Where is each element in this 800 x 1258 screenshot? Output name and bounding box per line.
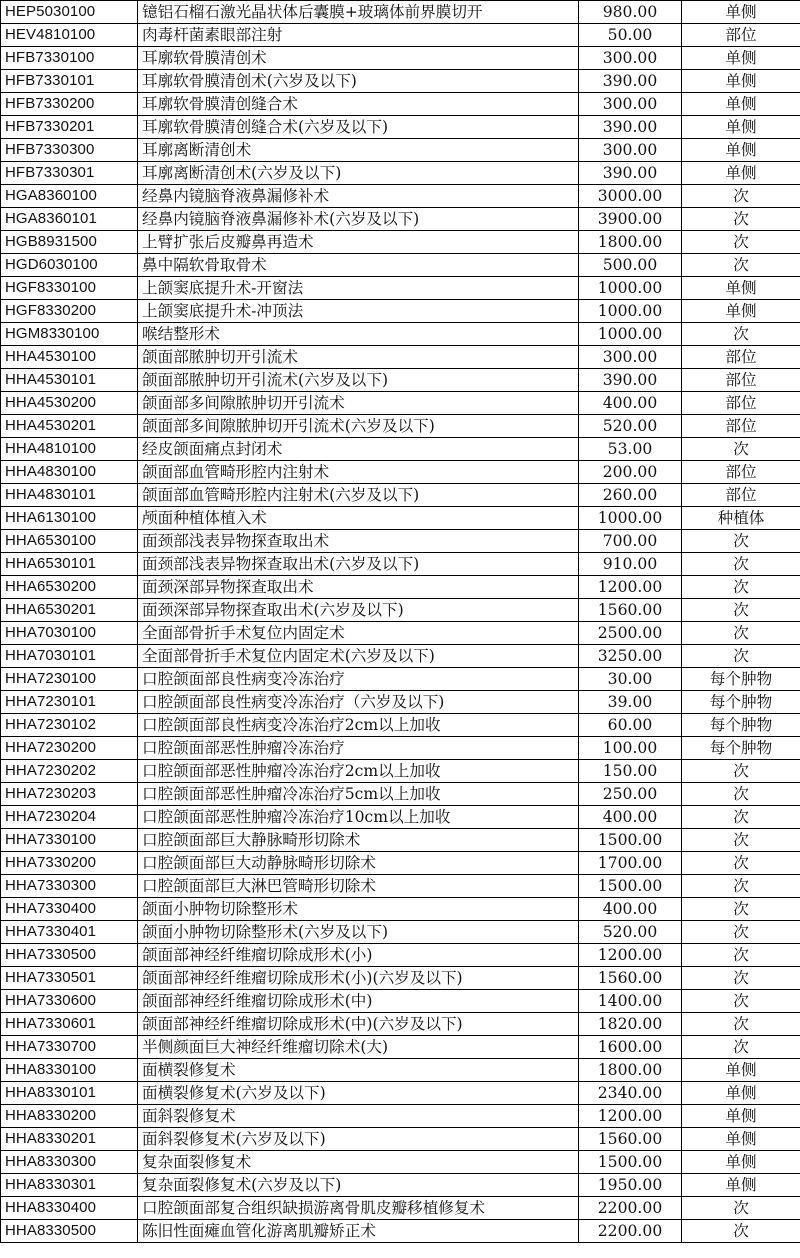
item-name-cell: 口腔颌面部良性病变冷冻治疗（六岁及以下) xyxy=(138,691,579,714)
item-name-cell: 耳廓离断清创术 xyxy=(138,139,579,162)
item-code-cell: HHA7330300 xyxy=(1,875,138,898)
item-name-cell: 肉毒杆菌素眼部注射 xyxy=(138,24,579,47)
item-unit-cell: 次 xyxy=(682,898,800,921)
table-row xyxy=(1,392,800,415)
item-unit-cell: 单侧 xyxy=(682,162,800,185)
item-unit-cell: 次 xyxy=(682,921,800,944)
item-name-cell: 经鼻内镜脑脊液鼻漏修补术 xyxy=(138,185,579,208)
item-name-cell: 颌面部脓肿切开引流术 xyxy=(138,346,579,369)
item-code-cell: HHA7230202 xyxy=(1,760,138,783)
table-row xyxy=(1,1151,800,1174)
item-code-cell: HHA7230102 xyxy=(1,714,138,737)
item-price-cell: 260.00 xyxy=(579,484,682,507)
item-code-cell: HHA6130100 xyxy=(1,507,138,530)
item-unit-cell: 单侧 xyxy=(682,70,800,93)
item-code-cell: HHA7030100 xyxy=(1,622,138,645)
item-name-cell: 颌面部多间隙脓肿切开引流术 xyxy=(138,392,579,415)
table-row xyxy=(1,852,800,875)
item-price-cell: 1400.00 xyxy=(579,990,682,1013)
item-code-cell: HFB7330201 xyxy=(1,116,138,139)
item-unit-cell: 单侧 xyxy=(682,47,800,70)
table-row xyxy=(1,323,800,346)
item-name-cell: 全面部骨折手术复位内固定术 xyxy=(138,622,579,645)
item-code-cell: HHA7330401 xyxy=(1,921,138,944)
item-name-cell: 颌面部神经纤维瘤切除成形术(小)(六岁及以下) xyxy=(138,967,579,990)
item-unit-cell: 种植体 xyxy=(682,507,800,530)
item-code-cell: HEV4810100 xyxy=(1,24,138,47)
item-unit-cell: 每个肿物 xyxy=(682,691,800,714)
table-row xyxy=(1,990,800,1013)
item-name-cell: 复杂面裂修复术 xyxy=(138,1151,579,1174)
item-name-cell: 上颌窦底提升术-冲顶法 xyxy=(138,300,579,323)
table-row xyxy=(1,1197,800,1220)
table-row xyxy=(1,461,800,484)
item-code-cell: HHA8330200 xyxy=(1,1105,138,1128)
item-price-cell: 1500.00 xyxy=(579,829,682,852)
item-unit-cell: 次 xyxy=(682,323,800,346)
item-price-cell: 400.00 xyxy=(579,392,682,415)
item-name-cell: 耳廓离断清创术(六岁及以下) xyxy=(138,162,579,185)
item-code-cell: HHA7230204 xyxy=(1,806,138,829)
table-row xyxy=(1,737,800,760)
table-row xyxy=(1,24,800,47)
item-code-cell: HHA4530200 xyxy=(1,392,138,415)
table-row xyxy=(1,599,800,622)
item-name-cell: 颌面部血管畸形腔内注射术 xyxy=(138,461,579,484)
item-unit-cell: 次 xyxy=(682,1013,800,1036)
item-price-cell: 300.00 xyxy=(579,346,682,369)
item-price-cell: 1200.00 xyxy=(579,944,682,967)
item-code-cell: HHA7030101 xyxy=(1,645,138,668)
item-name-cell: 耳廓软骨膜清创术 xyxy=(138,47,579,70)
table-row xyxy=(1,47,800,70)
table-row xyxy=(1,231,800,254)
item-price-cell: 390.00 xyxy=(579,70,682,93)
item-price-cell: 520.00 xyxy=(579,415,682,438)
item-unit-cell: 次 xyxy=(682,783,800,806)
table-row xyxy=(1,1036,800,1059)
table-row xyxy=(1,139,800,162)
item-price-cell: 300.00 xyxy=(579,93,682,116)
item-price-cell: 1560.00 xyxy=(579,599,682,622)
item-code-cell: HHA7330100 xyxy=(1,829,138,852)
table-row xyxy=(1,576,800,599)
item-name-cell: 全面部骨折手术复位内固定术(六岁及以下) xyxy=(138,645,579,668)
item-code-cell: HFB7330100 xyxy=(1,47,138,70)
table-row xyxy=(1,185,800,208)
item-price-cell: 2200.00 xyxy=(579,1197,682,1220)
item-unit-cell: 单侧 xyxy=(682,277,800,300)
item-name-cell: 陈旧性面瘫血管化游离肌瓣矫正术 xyxy=(138,1220,579,1243)
table-row xyxy=(1,254,800,277)
item-price-cell: 39.00 xyxy=(579,691,682,714)
item-unit-cell: 次 xyxy=(682,875,800,898)
item-unit-cell: 次 xyxy=(682,208,800,231)
item-price-cell: 910.00 xyxy=(579,553,682,576)
item-code-cell: HHA4830101 xyxy=(1,484,138,507)
item-unit-cell: 单侧 xyxy=(682,1151,800,1174)
table-row xyxy=(1,898,800,921)
table-row xyxy=(1,553,800,576)
item-code-cell: HHA8330100 xyxy=(1,1059,138,1082)
item-price-cell: 53.00 xyxy=(579,438,682,461)
item-unit-cell: 部位 xyxy=(682,346,800,369)
item-code-cell: HGB8931500 xyxy=(1,231,138,254)
item-unit-cell: 次 xyxy=(682,852,800,875)
item-name-cell: 复杂面裂修复术(六岁及以下) xyxy=(138,1174,579,1197)
item-unit-cell: 次 xyxy=(682,185,800,208)
item-unit-cell: 次 xyxy=(682,806,800,829)
item-price-cell: 300.00 xyxy=(579,139,682,162)
item-code-cell: HFB7330301 xyxy=(1,162,138,185)
item-price-cell: 1200.00 xyxy=(579,576,682,599)
item-code-cell: HFB7330101 xyxy=(1,70,138,93)
table-row xyxy=(1,1082,800,1105)
item-unit-cell: 次 xyxy=(682,944,800,967)
item-code-cell: HHA8330301 xyxy=(1,1174,138,1197)
table-row xyxy=(1,622,800,645)
item-name-cell: 面斜裂修复术(六岁及以下) xyxy=(138,1128,579,1151)
table-row xyxy=(1,162,800,185)
item-name-cell: 口腔颌面部良性病变冷冻治疗2cm以上加收 xyxy=(138,714,579,737)
item-unit-cell: 单侧 xyxy=(682,1105,800,1128)
item-unit-cell: 单侧 xyxy=(682,1059,800,1082)
item-code-cell: HHA8330300 xyxy=(1,1151,138,1174)
item-code-cell: HHA7330501 xyxy=(1,967,138,990)
table-row xyxy=(1,714,800,737)
item-name-cell: 耳廓软骨膜清创术(六岁及以下) xyxy=(138,70,579,93)
item-unit-cell: 部位 xyxy=(682,24,800,47)
item-name-cell: 颌面部血管畸形腔内注射术(六岁及以下) xyxy=(138,484,579,507)
item-code-cell: HGF8330200 xyxy=(1,300,138,323)
item-name-cell: 耳廓软骨膜清创缝合术(六岁及以下) xyxy=(138,116,579,139)
table-row xyxy=(1,1059,800,1082)
item-name-cell: 上颌窦底提升术-开窗法 xyxy=(138,277,579,300)
table-row xyxy=(1,277,800,300)
table-row xyxy=(1,116,800,139)
item-name-cell: 颌面部神经纤维瘤切除成形术(小) xyxy=(138,944,579,967)
item-name-cell: 面颈深部异物探查取出术 xyxy=(138,576,579,599)
table-row xyxy=(1,507,800,530)
item-code-cell: HHA7330600 xyxy=(1,990,138,1013)
item-code-cell: HGA8360100 xyxy=(1,185,138,208)
table-row xyxy=(1,921,800,944)
item-name-cell: 鼻中隔软骨取骨术 xyxy=(138,254,579,277)
table-row xyxy=(1,1105,800,1128)
item-price-cell: 1500.00 xyxy=(579,1151,682,1174)
item-price-cell: 2340.00 xyxy=(579,1082,682,1105)
table-row xyxy=(1,484,800,507)
item-price-cell: 390.00 xyxy=(579,116,682,139)
item-price-cell: 30.00 xyxy=(579,668,682,691)
item-unit-cell: 次 xyxy=(682,254,800,277)
item-price-cell: 2500.00 xyxy=(579,622,682,645)
item-price-cell: 1500.00 xyxy=(579,875,682,898)
item-unit-cell: 次 xyxy=(682,1036,800,1059)
item-code-cell: HHA7230200 xyxy=(1,737,138,760)
item-name-cell: 颌面部神经纤维瘤切除成形术(中)(六岁及以下) xyxy=(138,1013,579,1036)
item-unit-cell: 部位 xyxy=(682,461,800,484)
item-price-cell: 1820.00 xyxy=(579,1013,682,1036)
item-price-cell: 1000.00 xyxy=(579,277,682,300)
item-price-cell: 1600.00 xyxy=(579,1036,682,1059)
table-row xyxy=(1,438,800,461)
table-row xyxy=(1,1220,800,1243)
item-code-cell: HHA7230100 xyxy=(1,668,138,691)
item-price-cell: 400.00 xyxy=(579,806,682,829)
item-unit-cell: 部位 xyxy=(682,484,800,507)
item-unit-cell: 单侧 xyxy=(682,139,800,162)
table-row xyxy=(1,1013,800,1036)
item-name-cell: 面颈深部异物探查取出术(六岁及以下) xyxy=(138,599,579,622)
item-code-cell: HGA8360101 xyxy=(1,208,138,231)
item-code-cell: HHA7330601 xyxy=(1,1013,138,1036)
item-unit-cell: 次 xyxy=(682,231,800,254)
item-price-cell: 1000.00 xyxy=(579,507,682,530)
item-price-cell: 2200.00 xyxy=(579,1220,682,1243)
item-name-cell: 颌面部脓肿切开引流术(六岁及以下) xyxy=(138,369,579,392)
item-name-cell: 半侧颜面巨大神经纤维瘤切除术(大) xyxy=(138,1036,579,1059)
item-code-cell: HFB7330200 xyxy=(1,93,138,116)
item-price-cell: 1000.00 xyxy=(579,300,682,323)
item-name-cell: 面颈部浅表异物探查取出术(六岁及以下) xyxy=(138,553,579,576)
item-code-cell: HHA7330500 xyxy=(1,944,138,967)
item-code-cell: HHA7330200 xyxy=(1,852,138,875)
item-code-cell: HHA6530100 xyxy=(1,530,138,553)
item-unit-cell: 单侧 xyxy=(682,116,800,139)
item-unit-cell: 部位 xyxy=(682,392,800,415)
item-price-cell: 700.00 xyxy=(579,530,682,553)
table-row xyxy=(1,70,800,93)
item-price-cell: 1560.00 xyxy=(579,1128,682,1151)
item-price-cell: 3900.00 xyxy=(579,208,682,231)
item-unit-cell: 次 xyxy=(682,622,800,645)
item-code-cell: HHA7230203 xyxy=(1,783,138,806)
table-row xyxy=(1,760,800,783)
item-name-cell: 口腔颌面部巨大静脉畸形切除术 xyxy=(138,829,579,852)
item-price-cell: 390.00 xyxy=(579,162,682,185)
item-price-cell: 1950.00 xyxy=(579,1174,682,1197)
table-row xyxy=(1,530,800,553)
item-name-cell: 颅面种植体植入术 xyxy=(138,507,579,530)
item-name-cell: 口腔颌面部巨大动静脉畸形切除术 xyxy=(138,852,579,875)
item-code-cell: HHA6530201 xyxy=(1,599,138,622)
item-unit-cell: 次 xyxy=(682,645,800,668)
item-unit-cell: 单侧 xyxy=(682,1,800,24)
item-code-cell: HFB7330300 xyxy=(1,139,138,162)
item-code-cell: HHA7330400 xyxy=(1,898,138,921)
item-unit-cell: 单侧 xyxy=(682,93,800,116)
item-name-cell: 颌面部多间隙脓肿切开引流术(六岁及以下) xyxy=(138,415,579,438)
table-row xyxy=(1,967,800,990)
item-name-cell: 口腔颌面部恶性肿瘤冷冻治疗 xyxy=(138,737,579,760)
item-price-cell: 500.00 xyxy=(579,254,682,277)
table-row xyxy=(1,645,800,668)
item-price-cell: 3250.00 xyxy=(579,645,682,668)
item-code-cell: HHA8330201 xyxy=(1,1128,138,1151)
item-unit-cell: 次 xyxy=(682,967,800,990)
item-name-cell: 面颈部浅表异物探查取出术 xyxy=(138,530,579,553)
item-code-cell: HHA4530100 xyxy=(1,346,138,369)
item-price-cell: 250.00 xyxy=(579,783,682,806)
item-price-cell: 200.00 xyxy=(579,461,682,484)
item-name-cell: 面横裂修复术 xyxy=(138,1059,579,1082)
item-price-cell: 1560.00 xyxy=(579,967,682,990)
table-row xyxy=(1,668,800,691)
table-row xyxy=(1,346,800,369)
item-price-cell: 400.00 xyxy=(579,898,682,921)
item-name-cell: 面斜裂修复术 xyxy=(138,1105,579,1128)
item-price-cell: 1000.00 xyxy=(579,323,682,346)
item-code-cell: HGD6030100 xyxy=(1,254,138,277)
item-price-cell: 300.00 xyxy=(579,47,682,70)
item-unit-cell: 每个肿物 xyxy=(682,668,800,691)
table-row xyxy=(1,806,800,829)
item-unit-cell: 单侧 xyxy=(682,1128,800,1151)
item-code-cell: HHA7230101 xyxy=(1,691,138,714)
item-unit-cell: 次 xyxy=(682,553,800,576)
item-unit-cell: 每个肿物 xyxy=(682,714,800,737)
item-code-cell: HHA8330500 xyxy=(1,1220,138,1243)
item-code-cell: HHA6530200 xyxy=(1,576,138,599)
item-price-cell: 520.00 xyxy=(579,921,682,944)
item-unit-cell: 部位 xyxy=(682,415,800,438)
item-name-cell: 镱铝石榴石激光晶状体后囊膜+玻璃体前界膜切开 xyxy=(138,1,579,24)
item-unit-cell: 次 xyxy=(682,1197,800,1220)
item-name-cell: 口腔颌面部巨大淋巴管畸形切除术 xyxy=(138,875,579,898)
item-price-cell: 390.00 xyxy=(579,369,682,392)
table-row xyxy=(1,93,800,116)
item-name-cell: 经鼻内镜脑脊液鼻漏修补术(六岁及以下) xyxy=(138,208,579,231)
item-code-cell: HGF8330100 xyxy=(1,277,138,300)
item-code-cell: HHA4830100 xyxy=(1,461,138,484)
item-name-cell: 面横裂修复术(六岁及以下) xyxy=(138,1082,579,1105)
table-body xyxy=(1,1,800,1243)
item-unit-cell: 每个肿物 xyxy=(682,737,800,760)
item-unit-cell: 次 xyxy=(682,438,800,461)
item-code-cell: HHA7330700 xyxy=(1,1036,138,1059)
item-name-cell: 颌面小肿物切除整形术(六岁及以下) xyxy=(138,921,579,944)
table-row xyxy=(1,783,800,806)
table-row xyxy=(1,1128,800,1151)
item-unit-cell: 部位 xyxy=(682,369,800,392)
item-unit-cell: 次 xyxy=(682,599,800,622)
item-name-cell: 喉结整形术 xyxy=(138,323,579,346)
item-unit-cell: 次 xyxy=(682,760,800,783)
item-code-cell: HHA8330400 xyxy=(1,1197,138,1220)
table-row xyxy=(1,1174,800,1197)
item-code-cell: HHA4530101 xyxy=(1,369,138,392)
table-row xyxy=(1,300,800,323)
item-price-cell: 1200.00 xyxy=(579,1105,682,1128)
item-price-cell: 50.00 xyxy=(579,24,682,47)
item-name-cell: 口腔颌面部恶性肿瘤冷冻治疗10cm以上加收 xyxy=(138,806,579,829)
item-price-cell: 1800.00 xyxy=(579,1059,682,1082)
table-row xyxy=(1,208,800,231)
item-price-cell: 60.00 xyxy=(579,714,682,737)
item-price-cell: 3000.00 xyxy=(579,185,682,208)
item-price-cell: 1700.00 xyxy=(579,852,682,875)
item-name-cell: 经皮颌面痛点封闭术 xyxy=(138,438,579,461)
table-row xyxy=(1,875,800,898)
item-name-cell: 口腔颌面部恶性肿瘤冷冻治疗5cm以上加收 xyxy=(138,783,579,806)
item-code-cell: HGM8330100 xyxy=(1,323,138,346)
item-unit-cell: 次 xyxy=(682,990,800,1013)
item-unit-cell: 单侧 xyxy=(682,1174,800,1197)
item-name-cell: 口腔颌面部复合组织缺损游离骨肌皮瓣移植修复术 xyxy=(138,1197,579,1220)
table-row xyxy=(1,415,800,438)
item-name-cell: 口腔颌面部恶性肿瘤冷冻治疗2cm以上加收 xyxy=(138,760,579,783)
item-name-cell: 颌面部神经纤维瘤切除成形术(中) xyxy=(138,990,579,1013)
item-unit-cell: 次 xyxy=(682,530,800,553)
table-row xyxy=(1,1,800,24)
item-price-cell: 980.00 xyxy=(579,1,682,24)
item-unit-cell: 次 xyxy=(682,1220,800,1243)
table-row xyxy=(1,691,800,714)
table-row xyxy=(1,829,800,852)
table-row xyxy=(1,944,800,967)
item-unit-cell: 次 xyxy=(682,829,800,852)
item-name-cell: 上臂扩张后皮瓣鼻再造术 xyxy=(138,231,579,254)
table-row xyxy=(1,369,800,392)
item-price-cell: 150.00 xyxy=(579,760,682,783)
item-name-cell: 口腔颌面部良性病变冷冻治疗 xyxy=(138,668,579,691)
item-code-cell: HHA8330101 xyxy=(1,1082,138,1105)
item-unit-cell: 次 xyxy=(682,576,800,599)
item-code-cell: HHA4810100 xyxy=(1,438,138,461)
item-price-cell: 1800.00 xyxy=(579,231,682,254)
item-unit-cell: 单侧 xyxy=(682,300,800,323)
item-code-cell: HEP5030100 xyxy=(1,1,138,24)
item-code-cell: HHA4530201 xyxy=(1,415,138,438)
item-unit-cell: 单侧 xyxy=(682,1082,800,1105)
item-name-cell: 颌面小肿物切除整形术 xyxy=(138,898,579,921)
item-name-cell: 耳廓软骨膜清创缝合术 xyxy=(138,93,579,116)
item-code-cell: HHA6530101 xyxy=(1,553,138,576)
item-price-cell: 100.00 xyxy=(579,737,682,760)
